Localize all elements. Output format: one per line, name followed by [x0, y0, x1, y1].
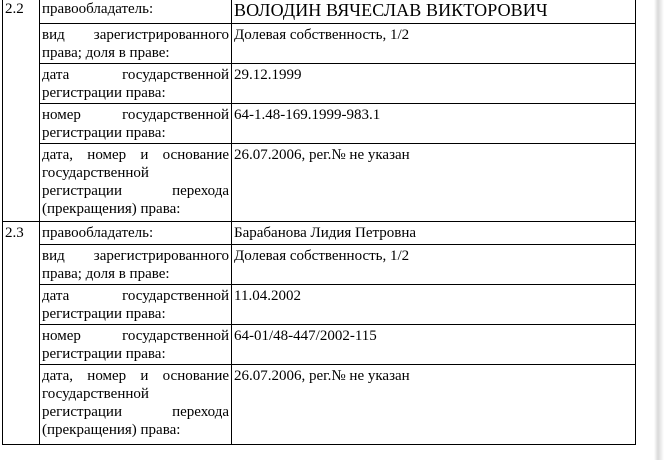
table-row [3, 64, 636, 104]
registration-date-value: 29.12.1999 [232, 64, 636, 104]
registration-date-value: 11.04.2002 [232, 285, 636, 325]
right-type-label: вид зарегистрированного права; доля в праве: [40, 24, 232, 64]
registration-number-label: номер государственной регистрации права: [40, 325, 232, 365]
registration-date-label: дата государственной регистрации права: [40, 64, 232, 104]
table-row [3, 245, 636, 285]
transfer-registration-value: 26.07.2006, рег.№ не указан [232, 365, 636, 445]
owner-label: правообладатель: [40, 222, 232, 245]
rights-table [2, 0, 636, 445]
section-number: 2.3 [3, 222, 40, 445]
page-edge-shadow [654, 0, 664, 460]
table-row [3, 285, 636, 325]
owner-value: Барабанова Лидия Петровна [232, 222, 636, 245]
right-type-label: вид зарегистрированного права; доля в праве: [40, 245, 232, 285]
table-row [3, 325, 636, 365]
registration-number-value: 64-01/48-447/2002-115 [232, 325, 636, 365]
registration-number-label: номер государственной регистрации права: [40, 104, 232, 144]
right-type-value: Долевая собственность, 1/2 [232, 24, 636, 64]
table-row [3, 144, 636, 222]
table-row [3, 0, 636, 24]
transfer-registration-label: дата, номер и основание государственной регистрации перехода (прекращения) права: [40, 365, 232, 445]
registration-number-value: 64-1.48-169.1999-983.1 [232, 104, 636, 144]
right-type-value: Долевая собственность, 1/2 [232, 245, 636, 285]
section-number: 2.2 [3, 0, 40, 222]
transfer-registration-value: 26.07.2006, рег.№ не указан [232, 144, 636, 222]
table-row [3, 24, 636, 64]
transfer-registration-label: дата, номер и основание государственной регистрации перехода (прекращения) права: [40, 144, 232, 222]
owner-value: ВОЛОДИН ВЯЧЕСЛАВ ВИКТОРОВИЧ [232, 0, 636, 24]
table-row [3, 222, 636, 245]
registration-date-label: дата государственной регистрации права: [40, 285, 232, 325]
owner-label: правообладатель: [40, 0, 232, 24]
table-row [3, 365, 636, 445]
table-row [3, 104, 636, 144]
